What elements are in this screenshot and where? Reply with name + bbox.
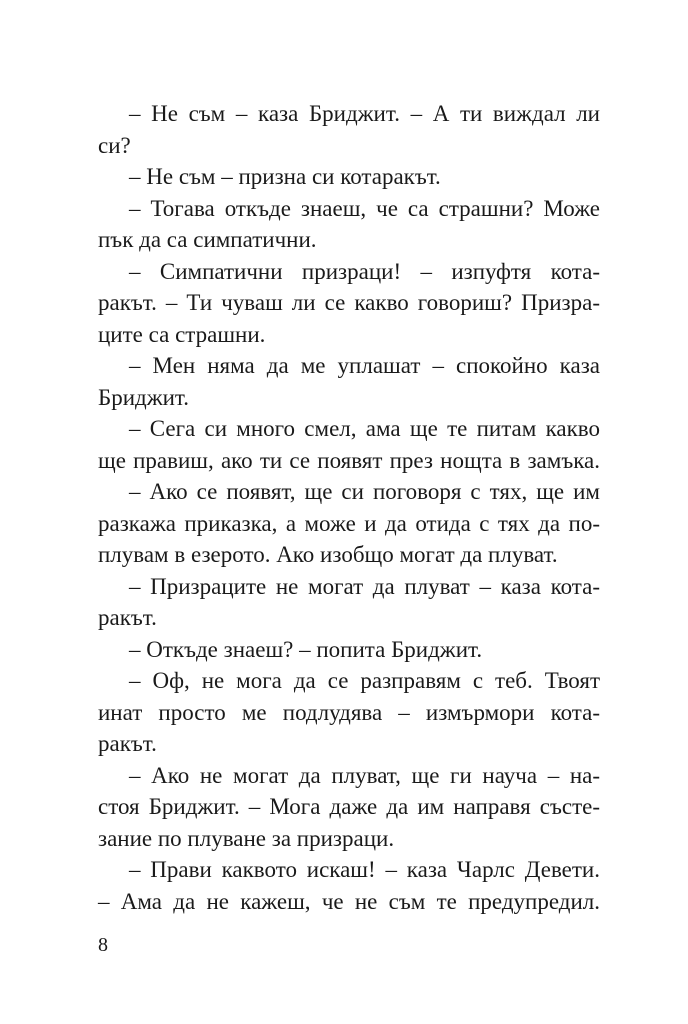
text-line: ците са страшни. — [98, 321, 266, 347]
text-line: – Не съм – призна си котаракът. — [129, 164, 441, 189]
body-text — [98, 98, 600, 917]
text-line: – Оф, не мога да се разправям с теб. Твоят — [129, 668, 600, 693]
text-line: – Ама да не кажеш, че не съм те предупредил. — [98, 888, 600, 914]
text-line: инат просто ме подлудява – измърмори кота- — [98, 699, 600, 725]
text-line: зание по плуване за призраци. — [98, 825, 395, 851]
text-line: – Тогава откъде знаеш, че са страшни? Може — [129, 195, 600, 221]
page-number: 8 — [98, 934, 108, 956]
text-line: Бриджит. — [98, 384, 189, 410]
text-line: ракът. — [98, 731, 157, 756]
text-line: – Сега си много смел, ама ще те питам какво — [129, 416, 600, 441]
text-line: пък да са симпатични. — [98, 227, 317, 252]
text-line: – Ако не могат да плуват, ще ги науча – на- — [129, 762, 600, 788]
text-line: – Ако се появят, ще си поговоря с тях, ще им — [129, 479, 600, 504]
text-line: разкажа приказка, а може и да отида с тях да по- — [98, 510, 600, 536]
text-line: – Призраците не могат да плуват – каза кота- — [129, 573, 600, 599]
text-line: ракът. — [98, 605, 157, 630]
text-line: ракът. – Ти чуваш ли се какво говориш? Призра- — [98, 290, 600, 315]
text-line: – Симпатични призраци! – изпуфтя кота- — [129, 258, 600, 284]
text-line: – Мен няма да ме уплашат – спокойно каза — [129, 353, 600, 378]
text-line: – Прави каквото искаш! – каза Чарлс Девети. — [129, 857, 600, 882]
text-line: – Откъде знаеш? – попита Бриджит. — [129, 636, 483, 662]
text-line: ще правиш, ако ти се появят през нощта в замъка. — [98, 447, 600, 473]
text-line: плувам в езерото. Ако изобщо могат да плуват. — [98, 542, 558, 567]
text-line: стоя Бриджит. – Мога даже да им направя състе- — [98, 794, 600, 819]
text-line: си? — [98, 132, 131, 158]
text-line: – Не съм – каза Бриджит. – А ти виждал ли — [129, 101, 600, 126]
